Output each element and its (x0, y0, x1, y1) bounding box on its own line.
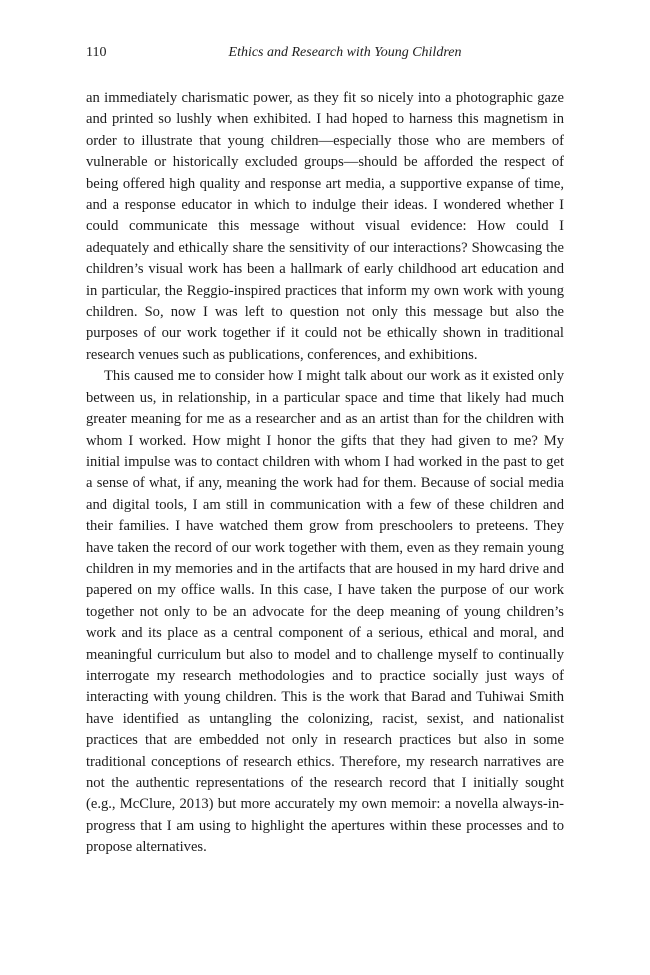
paragraph: This caused me to consider how I might talk about our work as it existed only between us, in relationship, in a particular space and time that likely had much greater meaning for me as a researcher and as an artist than for the children with whom I worked. How might I honor the gifts that they had given to me? My initial impulse was to contact children with whom I had worked in the past to get a sense of what, if any, meaning the work had for them. Because of social media and digital tools, I am still in communication with a few of these children and their families. I have watched them grow from preschoolers to preteens. They have taken the record of our work together with them, even as they remain young children in my memories and in the artifacts that are housed in my hard drive and papered on my office walls. In this case, I have taken the purpose of our work together not only to be an advocate for the deep meaning of young children’s work and its place as a central component of a serious, ethical and moral, and meaningful curriculum but also to model and to challenge myself to continually interrogate my research methodologies and to practice socially just ways of interacting with young children. This is the work that Barad and Tuhiwai Smith have identified as untangling the colonizing, racist, sexist, and nationalist practices that are embedded not only in research practices but also in some traditional conceptions of research ethics. Therefore, my research narratives are not the authentic representations of the research record that I initially sought (e.g., McClure, 2013) but more accurately my own memoir: a novella always-in-progress that I am using to highlight the apertures within these processes and to propose alternatives. (86, 368, 564, 856)
page-header (86, 45, 564, 65)
page-number: 110 (86, 45, 107, 60)
running-title: Ethics and Research with Young Children (228, 45, 462, 60)
body-text (86, 88, 564, 859)
paragraph-continuation: an immediately charismatic power, as they fit so nicely into a photographic gaze and printed so lushly when exhibited. I had hoped to harness this magnetism in order to illustrate that young children—especially those who are members of vulnerable or historically excluded groups—should be afforded the respect of being offered high quality and response art media, a supportive expanse of time, and a response educator in which to indulge their ideas. I wondered whether I could communicate this message without visual evidence: How could I adequately and ethically share the sensitivity of our interactions? Showcasing the children’s visual work has been a hallmark of early childhood art education and in particular, the Reggio-inspired practices that inform my own work with young children. So, now I was left to question not only this message but also the purposes of our work together if it could not be ethically shown in traditional research venues such as publications, conferences, and exhibitions. (86, 90, 564, 363)
